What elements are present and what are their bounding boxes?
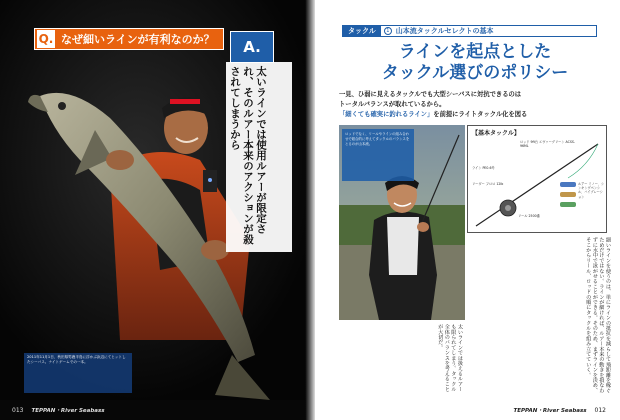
lead-line-1: 一見、ひ弱に見えるタックルでも大型シーバスに対抗できるのは bbox=[339, 91, 522, 98]
line-label: ライン PE0.6号 bbox=[472, 166, 495, 170]
section-title: 山本流タックルセレクトの基本 bbox=[395, 27, 494, 35]
headline bbox=[345, 42, 605, 84]
left-page bbox=[0, 0, 305, 420]
basic-tackle-box bbox=[467, 125, 607, 233]
sidebar-caption: ロッドでなく、リールやラインの組み合わせで総合的に考えてタックルのバランスをとるのが山本流。 bbox=[342, 129, 414, 181]
lure-label: ルアー ミノー、シンキングペンシル、バイブレーション bbox=[578, 182, 605, 199]
basic-tackle-title: 【基本タックル】 bbox=[472, 130, 520, 137]
headline-line-1: ラインを起点とした bbox=[398, 42, 552, 62]
footer-brand-right: TEPPAN・River Seabass bbox=[513, 408, 587, 414]
leader-label: リーダー フロロ 12lb bbox=[472, 182, 504, 186]
rod-label: ロッド 9ft台 エヴァーグリーン ACSS-96ML bbox=[520, 140, 576, 149]
lead-line-3-tail: を前提にライトタックル化を図る bbox=[433, 111, 528, 118]
photo-caption: 2011年11月1日、秋田県男鹿半島に浮かぶ浜辺にてヒットしたシーバス。ナイトゲームでの一本。 bbox=[24, 353, 132, 393]
question-tag: Q. bbox=[38, 32, 54, 46]
book-spine bbox=[305, 0, 315, 420]
right-page bbox=[315, 0, 620, 420]
left-footer bbox=[0, 400, 305, 420]
body-text-column-2: 太いラインでは扱えるルアーも限られてしまう。タックル全体のバランスを考えることが大切だ。 bbox=[437, 324, 463, 392]
answer-text-panel bbox=[226, 62, 292, 252]
headline-line-2: タックル選びのポリシー bbox=[381, 63, 569, 83]
answer-tag: A. bbox=[243, 38, 261, 56]
page-number-right: 012 bbox=[594, 406, 606, 414]
lead-line-2: トータルバランスが取れているから。 bbox=[339, 101, 446, 108]
answer-tag-box bbox=[230, 31, 274, 63]
body-text-column: 細いラインを使うのは、単にラインの抵抗を減らして飛距離を稼ぐためだけではない。ラインが細ければ、ルアー本来の動きを損なわずに水中で泳がせることができる。そのため、まずラインを決め、そこからリール、ロッドの順にタックルを組み立てていく。 bbox=[585, 237, 611, 393]
footer-brand-left: TEPPAN・River Seabass bbox=[31, 408, 105, 414]
question-text: なぜ細いラインが有利なのか？ bbox=[61, 33, 215, 46]
page-number-left: 013 bbox=[12, 406, 24, 414]
lead-paragraph bbox=[339, 90, 609, 120]
lead-highlight: 「細くても確実に釣れるライン」 bbox=[339, 111, 434, 118]
lead-line-3 bbox=[339, 110, 609, 120]
right-footer bbox=[315, 400, 620, 420]
section-tag: タックル bbox=[343, 26, 381, 36]
question-box bbox=[34, 28, 224, 50]
answer-text: 太いラインでは使用ルアーが限定され、そのルアー本来のアクションが殺されてしまうから bbox=[229, 66, 267, 245]
section-bar bbox=[342, 25, 597, 37]
section-number: 1 bbox=[384, 27, 392, 35]
reel-label: リール 2500番 bbox=[518, 214, 540, 218]
